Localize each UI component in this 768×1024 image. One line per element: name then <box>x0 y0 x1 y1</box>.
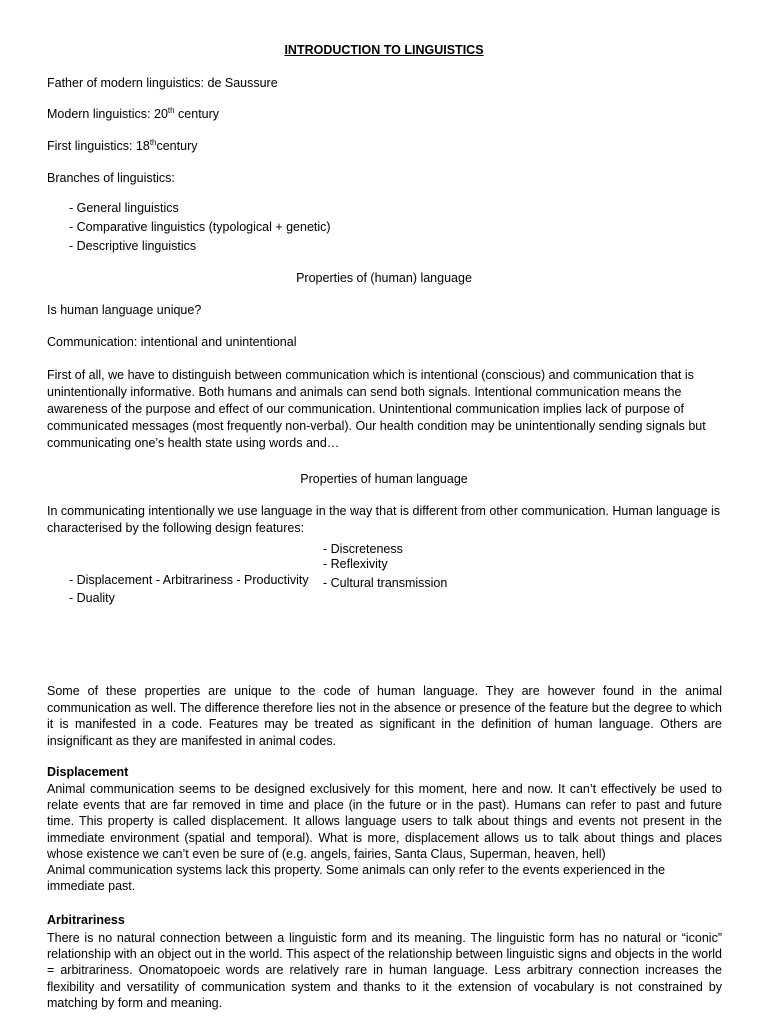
fact-modern-suffix: century <box>174 107 220 121</box>
branches-heading: Branches of linguistics: <box>47 171 175 185</box>
displacement-paragraph-2: Animal communication systems lack this property. Some animals can only refer to the events experienced in the immediate past. <box>47 863 666 894</box>
branch-item: - Comparative linguistics (typological + genetic) <box>69 220 331 234</box>
features-paragraph: Some of these properties are unique to the code of human language. They are however found in the animal communication as well. The difference therefore lies not in the absence or presence of the feature but the degree to which it is manifested in a code. Features may be treated as significant in the definition of human language. Others are insignificant as they are manifested in animal codes. <box>47 684 722 748</box>
fact-modern-sup: th <box>167 105 175 115</box>
branch-item: - Descriptive linguistics <box>69 239 197 253</box>
fact-father: Father of modern linguistics: de Saussure <box>47 76 278 90</box>
arbitrariness-paragraph: There is no natural connection between a linguistic form and its meaning. The linguistic form has no natural or “iconic” relationship with an object out in the world. This aspect of the relationship between linguistic signs and objects in the world = arbitrariness. Onomatopoeic words are relatively rare in human language. Less arbitrary connection increases the flexibility and versatility of communication system and thanks to it the extension of vocabulary is not constrained by matching by form and meaning. <box>47 931 722 1010</box>
branch-item: - General linguistics <box>69 201 179 215</box>
fact-modern-text: Modern linguistics: 20 <box>47 107 168 121</box>
feature-item: - Reflexivity <box>323 557 388 571</box>
fact-modern <box>47 107 219 121</box>
feature-item: - Duality <box>69 591 115 605</box>
feature-item: - Discreteness <box>323 542 403 556</box>
communication-paragraph: First of all, we have to distinguish between communication which is intentional (conscious) and communication that is unintentionally informative. Both humans and animals can send both signals. Intentional communication means the awareness of the purpose and effect of our communication. Unintentional communication implies lack of purpose of communicated messages (most frequently non-verbal). Our health condition may be unintentionally sending signals but communicating one’s health state using words and… <box>47 368 706 450</box>
displacement-paragraph: Animal communication seems to be designed exclusively for this moment, here and now. It can’t effectively be used to relate events that are far removed in time and place (in the future or in the past). Humans can refer to past and future time. This property is called displacement. It allows language users to talk about things and events not present in the immediate environment (spatial and temporal). What is more, displacement allows us to talk about things and places whose existence we can’t even be sure of (e.g. angels, fairies, Santa Claus, Superman, heaven, hell) <box>47 782 722 861</box>
section-heading-properties: Properties of (human) language <box>296 271 472 285</box>
design-features-intro: In communicating intentionally we use language in the way that is different from other communication. Human language is characterised by the following design features: <box>47 504 721 535</box>
fact-first-suffix: century <box>156 139 198 153</box>
fact-first-text: First linguistics: 18 <box>47 139 150 153</box>
feature-item: - Cultural transmission <box>323 576 448 590</box>
feature-item: - Displacement - Arbitrariness - Productivity <box>69 573 309 587</box>
displacement-heading: Displacement <box>47 765 129 779</box>
section-heading-human-language: Properties of human language <box>300 472 468 486</box>
arbitrariness-heading: Arbitrariness <box>47 913 125 927</box>
section-question: Is human language unique? <box>47 303 202 317</box>
fact-first <box>47 139 197 153</box>
page-title: INTRODUCTION TO LINGUISTICS <box>284 43 484 57</box>
section-subheading: Communication: intentional and unintentional <box>47 335 297 349</box>
fact-first-sup: th <box>149 137 157 147</box>
